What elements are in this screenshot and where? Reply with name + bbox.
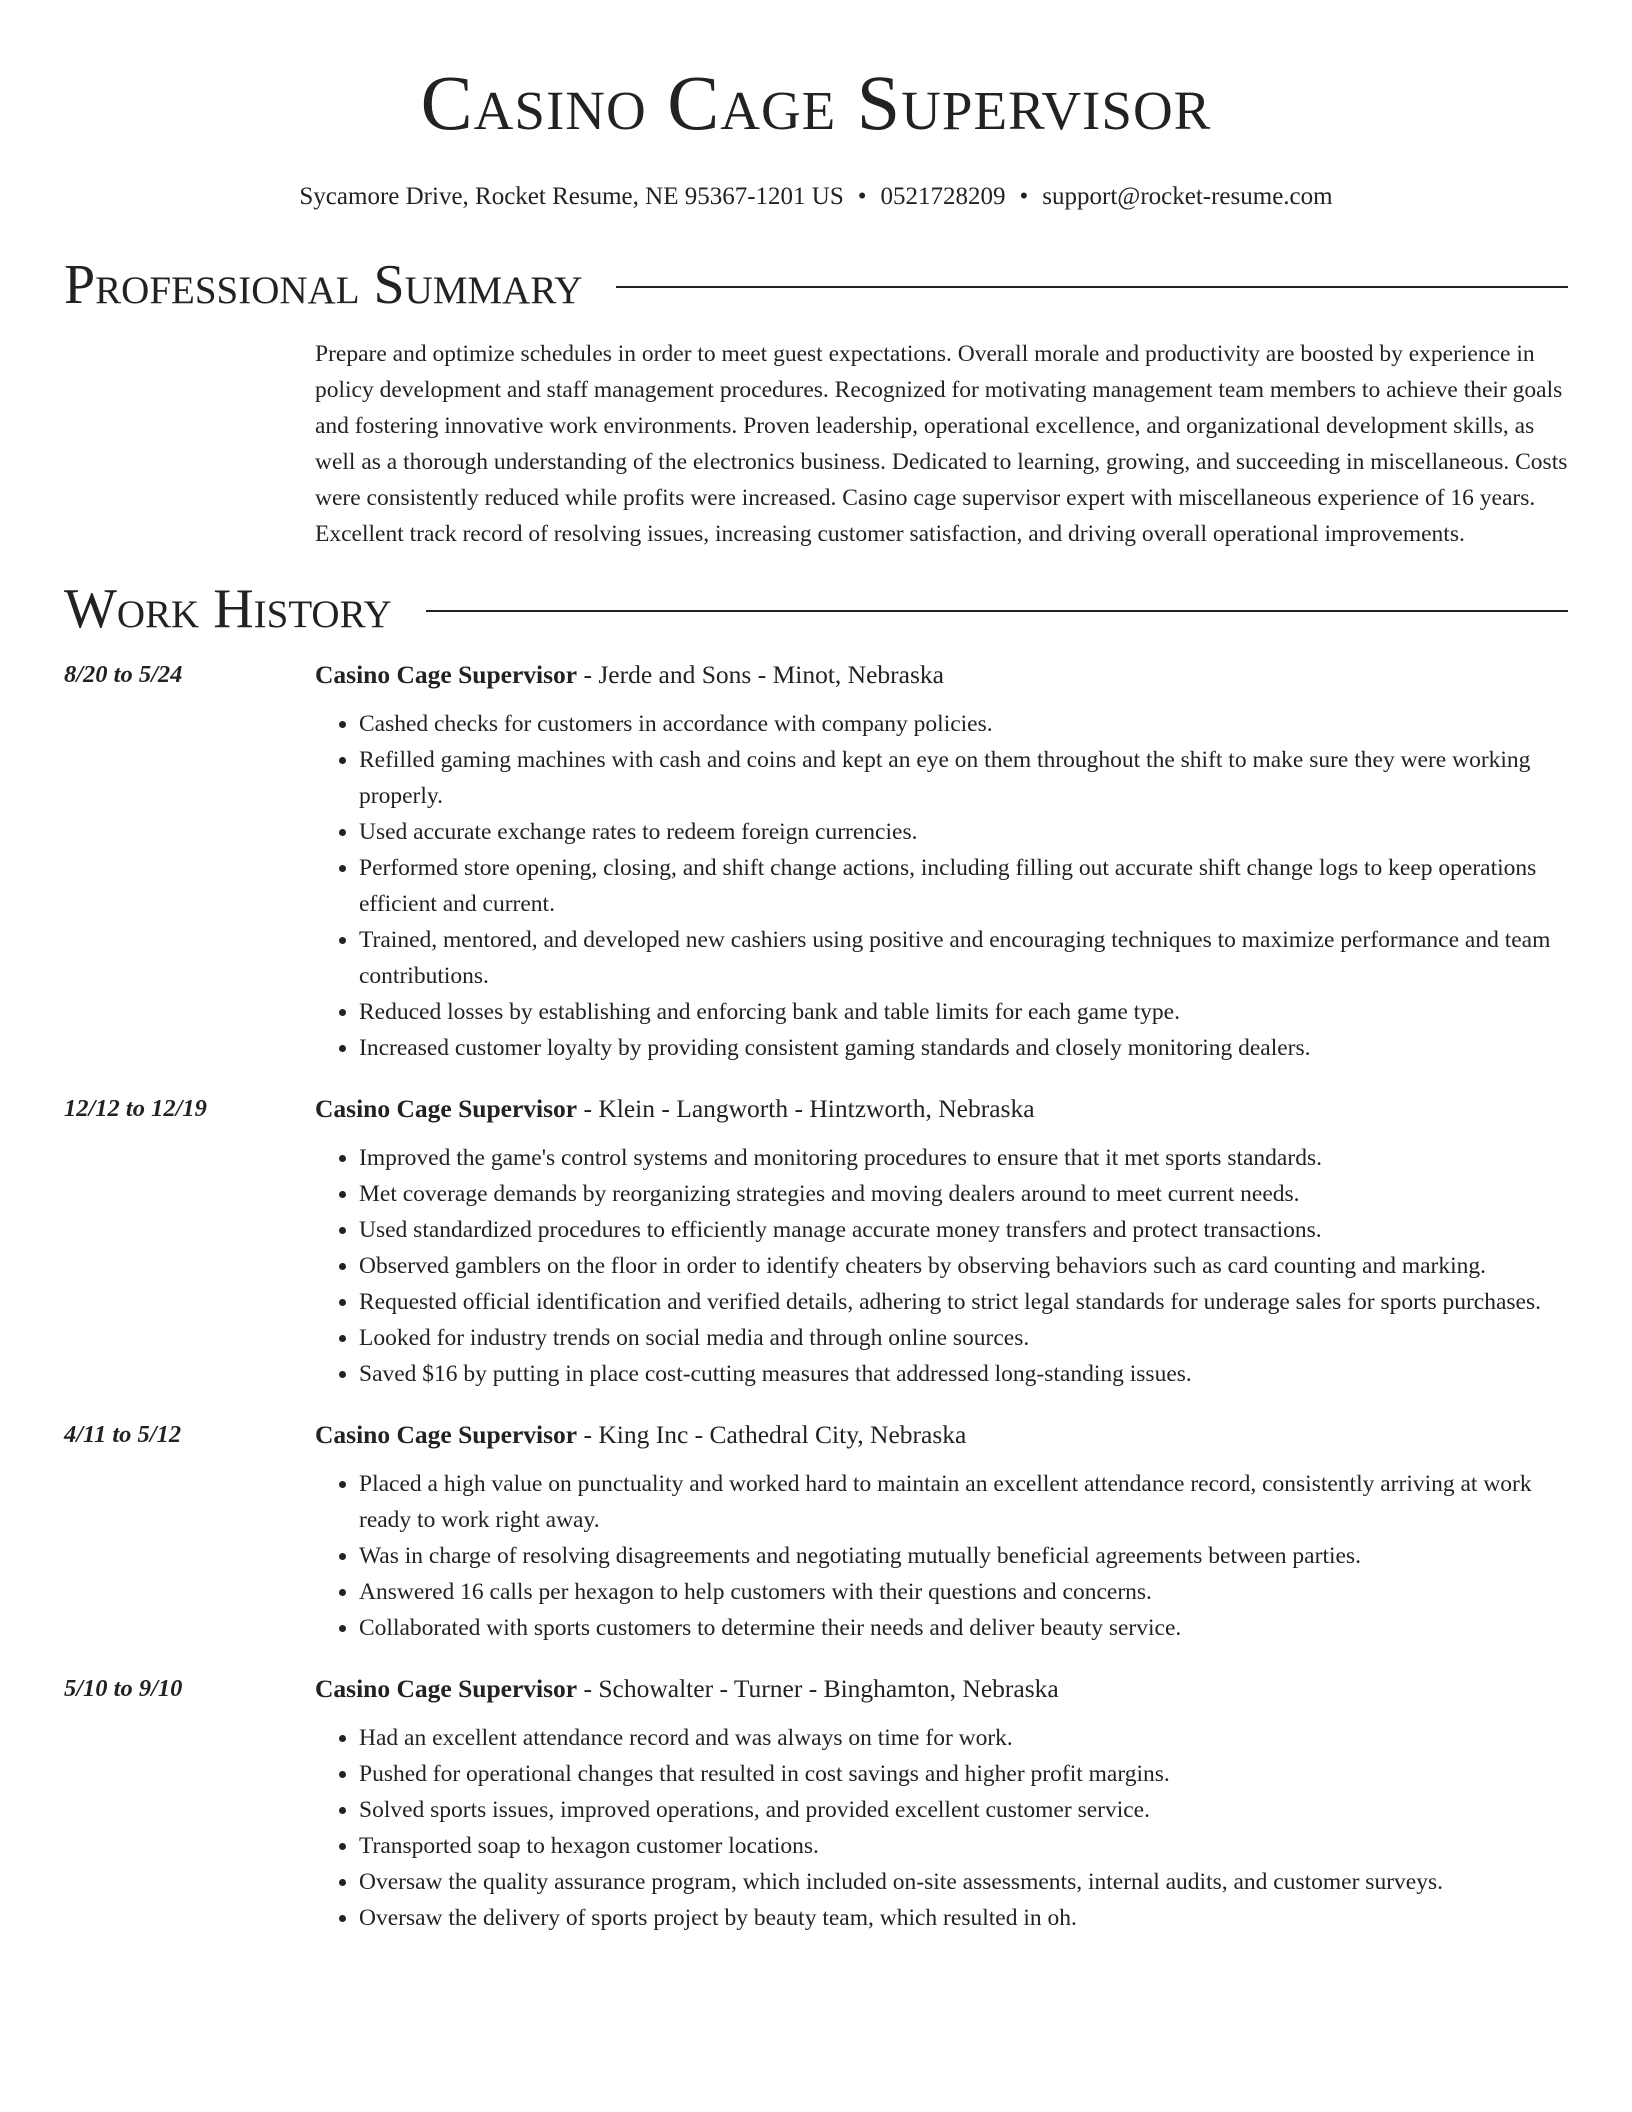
job-role: Casino Cage Supervisor <box>315 660 578 689</box>
job-bullet-list <box>315 1720 1568 1936</box>
job-title-line <box>315 1416 1568 1454</box>
contact-line <box>64 182 1568 212</box>
job-bullet: • Pushed for operational changes that resulted in cost savings and higher profit margins. <box>359 1756 1568 1792</box>
job-bullet: • Increased customer loyalty by providing consistent gaming standards and closely monitoring dealers. <box>359 1030 1568 1066</box>
summary-heading: Professional Summary <box>64 254 583 316</box>
job-bullet: • Placed a high value on punctuality and worked hard to maintain an excellent attendance record, consistently arriving at work ready to work right away. <box>359 1466 1568 1538</box>
job-body <box>315 1090 1568 1392</box>
job-bullet: • Requested official identification and verified details, adhering to strict legal standards for underage sales for sports purchases. <box>359 1284 1568 1320</box>
job-employer-location: - Schowalter - Turner - Binghamton, Nebraska <box>577 1674 1059 1703</box>
job-employer-location: - Jerde and Sons - Minot, Nebraska <box>577 660 944 689</box>
job-entry <box>64 1090 1568 1392</box>
job-body <box>315 656 1568 1066</box>
job-entry <box>64 1416 1568 1646</box>
job-list <box>64 656 1568 1936</box>
job-bullet: • Reduced losses by establishing and enforcing bank and table limits for each game type. <box>359 994 1568 1030</box>
job-entry <box>64 1670 1568 1936</box>
job-title-line <box>315 1670 1568 1708</box>
job-bullet: • Had an excellent attendance record and was always on time for work. <box>359 1720 1568 1756</box>
job-bullet: • Answered 16 calls per hexagon to help customers with their questions and concerns. <box>359 1574 1568 1610</box>
job-role: Casino Cage Supervisor <box>315 1420 578 1449</box>
section-divider <box>616 286 1568 288</box>
job-bullet: • Met coverage demands by reorganizing strategies and moving dealers around to meet current needs. <box>359 1176 1568 1212</box>
job-bullet: • Looked for industry trends on social media and through online sources. <box>359 1320 1568 1356</box>
job-title-line <box>315 1090 1568 1128</box>
contact-address: Sycamore Drive, Rocket Resume, NE 95367-1201 US <box>299 183 844 210</box>
job-bullet: • Saved $16 by putting in place cost-cutting measures that addressed long-standing issues. <box>359 1356 1568 1392</box>
contact-phone: 0521728209 <box>880 183 1006 210</box>
job-body <box>315 1670 1568 1936</box>
job-bullet: • Collaborated with sports customers to determine their needs and deliver beauty service. <box>359 1610 1568 1646</box>
contact-separator: • <box>857 183 867 210</box>
job-bullet-list <box>315 706 1568 1066</box>
job-bullet: • Trained, mentored, and developed new cashiers using positive and encouraging techniques to maximize performance and team contributions. <box>359 922 1568 994</box>
work-history-heading: Work History <box>64 578 392 640</box>
job-bullet: • Solved sports issues, improved operations, and provided excellent customer service. <box>359 1792 1568 1828</box>
job-employer-location: - Klein - Langworth - Hintzworth, Nebraska <box>577 1094 1035 1123</box>
job-bullet: • Oversaw the delivery of sports project by beauty team, which resulted in oh. <box>359 1900 1568 1936</box>
section-divider <box>426 610 1568 612</box>
contact-separator: • <box>1019 183 1029 210</box>
resume-name: Casino Cage Supervisor <box>420 59 1212 146</box>
summary-section-header <box>64 254 1568 316</box>
job-dates: 5/10 to 9/10 <box>64 1675 183 1702</box>
job-bullet: • Was in charge of resolving disagreements and negotiating mutually beneficial agreements between parties. <box>359 1538 1568 1574</box>
job-role: Casino Cage Supervisor <box>315 1094 578 1123</box>
work-history-section-header <box>64 578 1568 640</box>
job-bullet-list <box>315 1140 1568 1392</box>
job-bullet: • Cashed checks for customers in accordance with company policies. <box>359 706 1568 742</box>
job-bullet: • Refilled gaming machines with cash and coins and kept an eye on them throughout the shift to make sure they were working properly. <box>359 742 1568 814</box>
job-bullet-list <box>315 1466 1568 1646</box>
contact-email: support@rocket-resume.com <box>1042 183 1333 210</box>
job-bullet: • Used accurate exchange rates to redeem foreign currencies. <box>359 814 1568 850</box>
job-bullet: • Observed gamblers on the floor in order to identify cheaters by observing behaviors such as card counting and marking. <box>359 1248 1568 1284</box>
job-bullet: • Oversaw the quality assurance program, which included on-site assessments, internal audits, and customer surveys. <box>359 1864 1568 1900</box>
job-bullet: • Improved the game's control systems and monitoring procedures to ensure that it met sports standards. <box>359 1140 1568 1176</box>
job-bullet: • Performed store opening, closing, and shift change actions, including filling out accurate shift change logs to keep operations efficient and current. <box>359 850 1568 922</box>
job-entry <box>64 656 1568 1066</box>
job-employer-location: - King Inc - Cathedral City, Nebraska <box>577 1420 967 1449</box>
job-dates: 8/20 to 5/24 <box>64 661 183 688</box>
job-role: Casino Cage Supervisor <box>315 1674 578 1703</box>
job-bullet: • Transported soap to hexagon customer locations. <box>359 1828 1568 1864</box>
job-dates: 12/12 to 12/19 <box>64 1095 207 1122</box>
job-body <box>315 1416 1568 1646</box>
job-dates: 4/11 to 5/12 <box>64 1421 182 1448</box>
job-title-line <box>315 656 1568 694</box>
summary-text: Prepare and optimize schedules in order to meet guest expectations. Overall morale and productivity are boosted by experience in policy development and staff management procedures. Recognized for motivating management team members to achieve their goals and fostering innovative work environments. Proven leadership, operational excellence, and organizational development skills, as well as a thorough understanding of the electronics business. Dedicated to learning, growing, and succeeding in miscellaneous. Costs were consistently reduced while profits were increased. Casino cage supervisor expert with miscellaneous experience of 16 years. Excellent track record of resolving issues, increasing customer satisfaction, and driving overall operational improvements. <box>315 341 1568 547</box>
job-bullet: • Used standardized procedures to efficiently manage accurate money transfers and protect transactions. <box>359 1212 1568 1248</box>
